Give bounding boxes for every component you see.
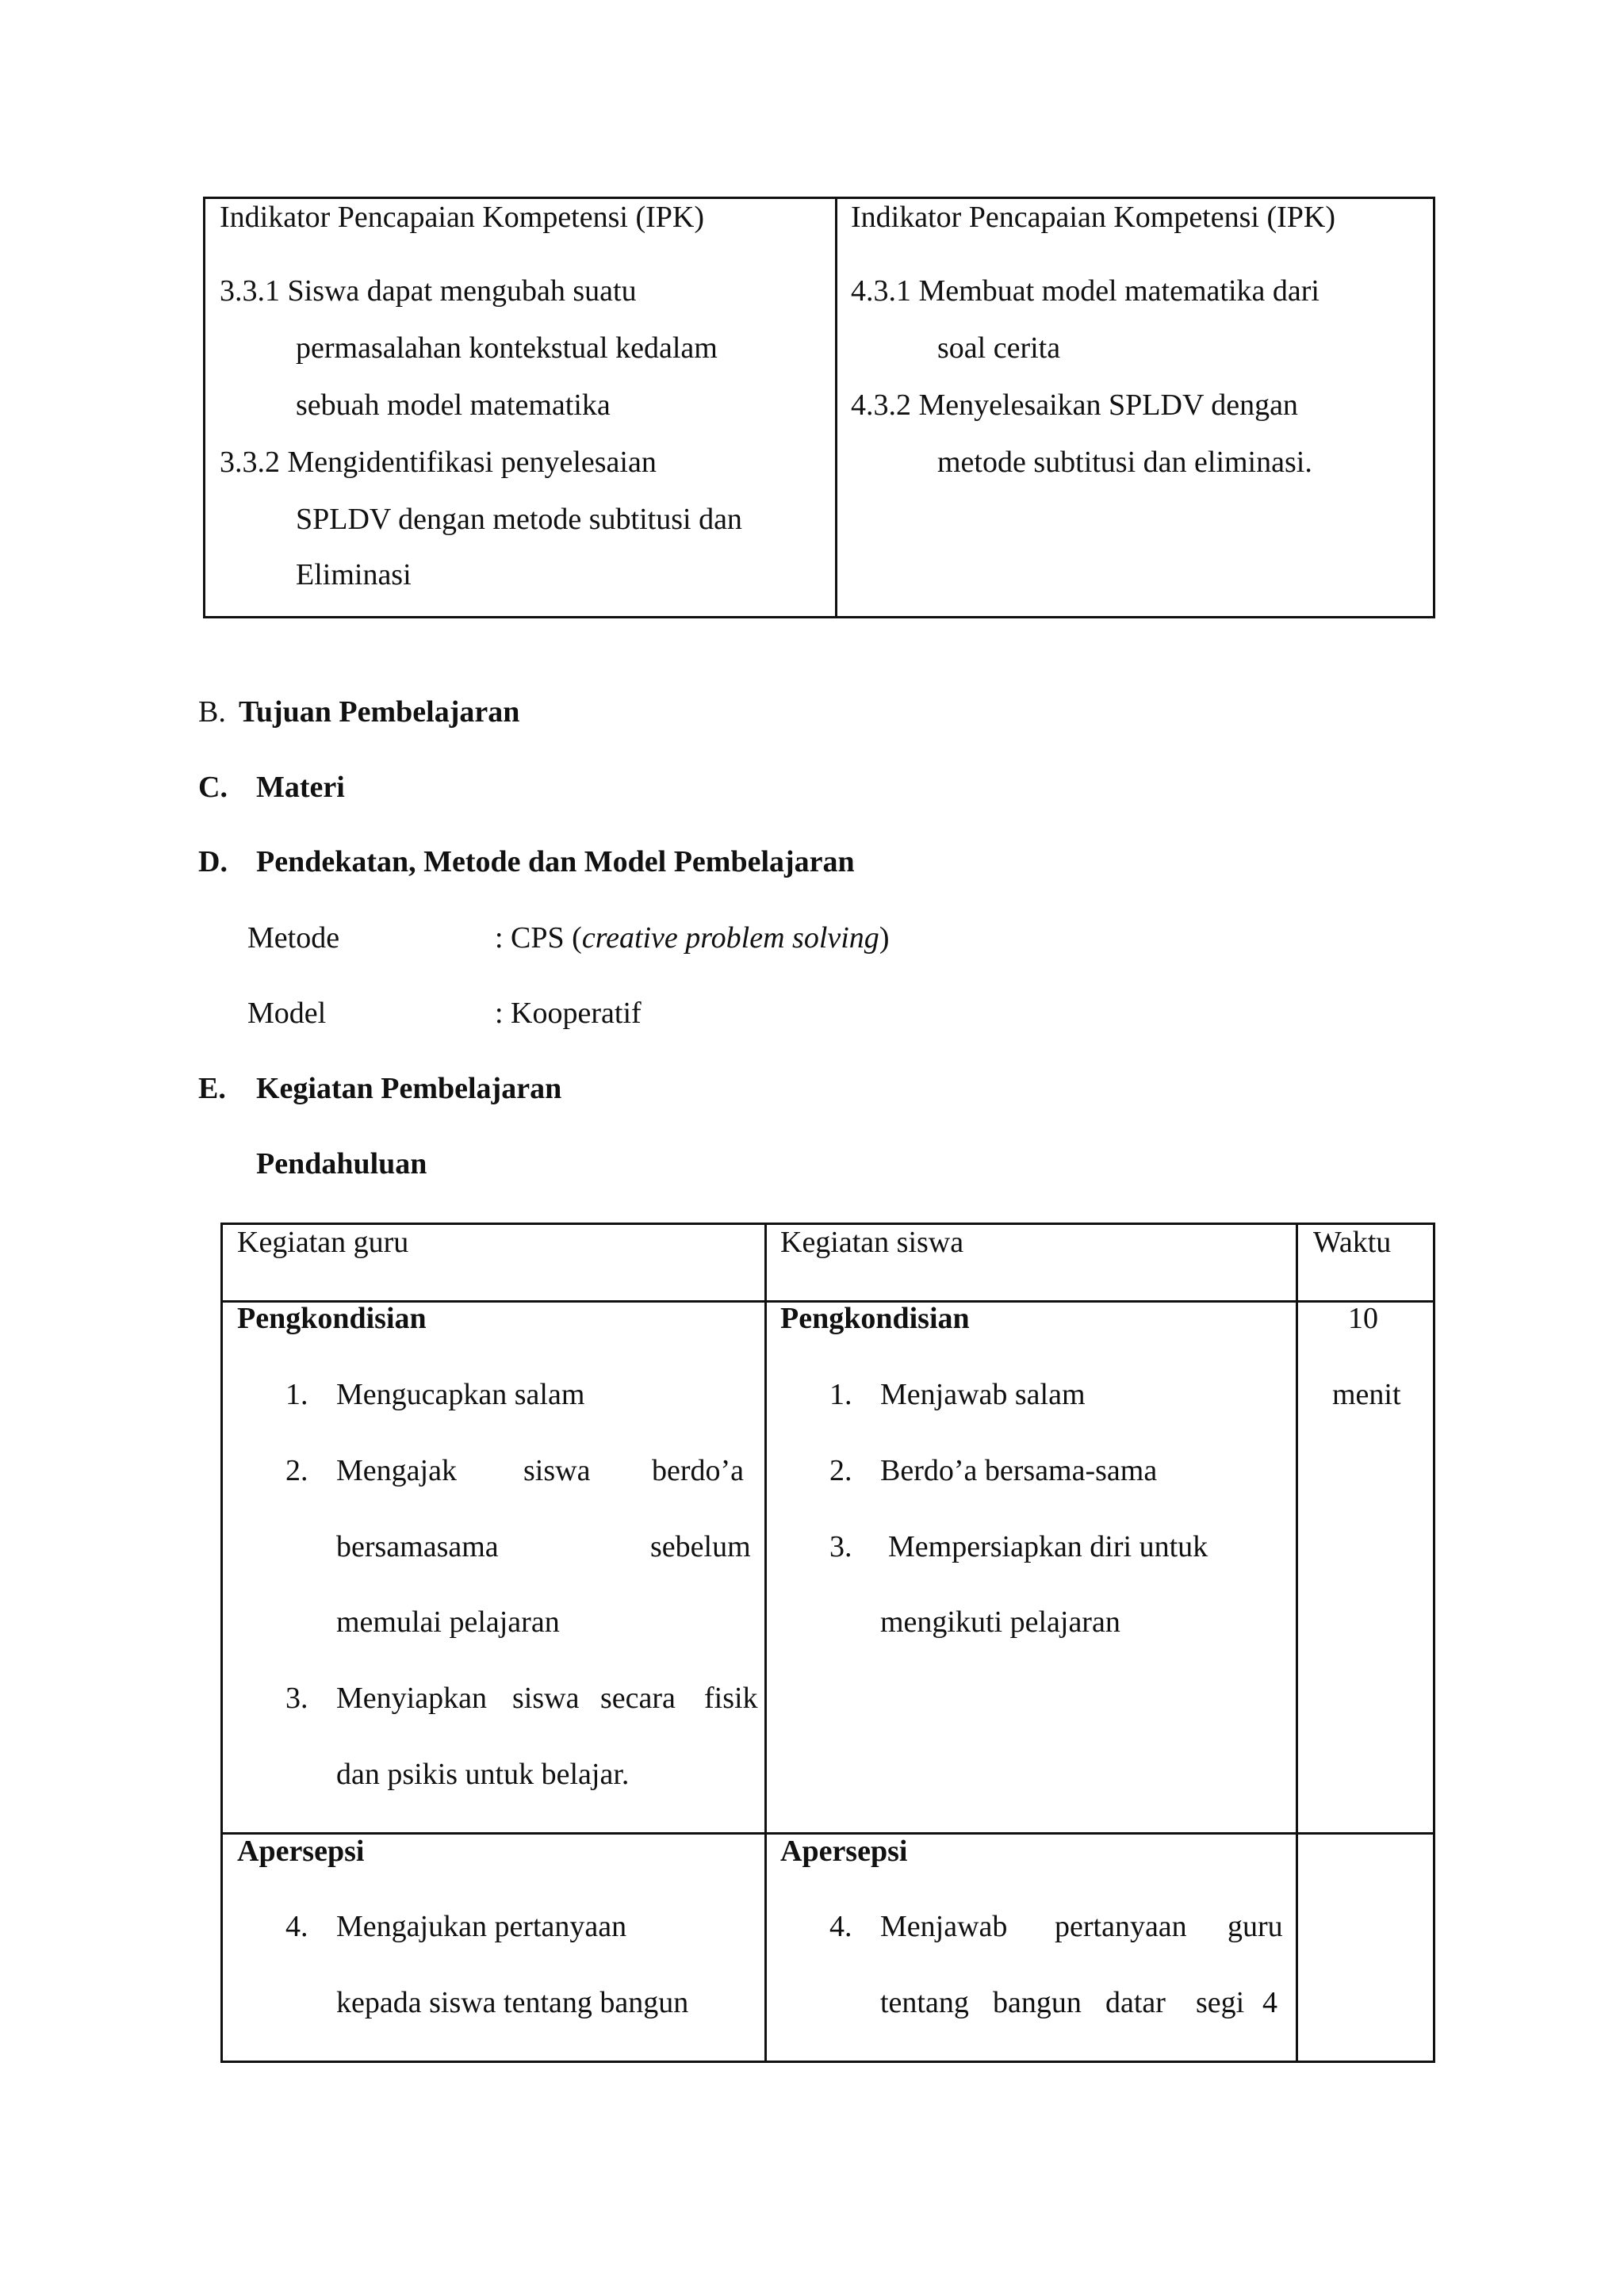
metode-label: Metode — [247, 921, 340, 955]
ipk-right-item1-line1: 4.3.1 Membuat model matematika dari — [851, 274, 1320, 308]
guru-apersepsi-heading: Apersepsi — [237, 1835, 365, 1868]
guru-item2-line3: memulai pelajaran — [336, 1605, 560, 1639]
ipk-left-item2-line3: Eliminasi — [296, 558, 412, 591]
section-b-letter: B. — [198, 695, 226, 729]
model-label: Model — [247, 997, 327, 1030]
siswa-apersepsi-heading: Apersepsi — [780, 1835, 908, 1868]
ipk-right-header: Indikator Pencapaian Kompetensi (IPK) — [851, 201, 1335, 234]
guru-item1-number: 1. — [285, 1378, 308, 1411]
header-waktu: Waktu — [1313, 1226, 1392, 1259]
metode-value-italic: creative problem solving — [581, 921, 879, 955]
siswa-item4-line2-word5: 4 — [1262, 1986, 1277, 2019]
ipk-right-item1-line2: soal cerita — [937, 331, 1061, 365]
siswa-item4-line2-word2: bangun — [993, 1986, 1082, 2019]
guru-item2-line2-word2: sebelum — [650, 1530, 751, 1563]
siswa-item1-text: Menjawab salam — [880, 1378, 1086, 1411]
metode-value-suffix: ) — [879, 921, 890, 955]
activity-col-divider-1 — [764, 1223, 767, 2063]
guru-item3-word3: secara — [600, 1682, 676, 1715]
guru-item3-word2: siswa — [512, 1682, 580, 1715]
ipk-table-divider — [835, 197, 837, 618]
guru-item3-word1: Menyiapkan — [336, 1682, 487, 1715]
siswa-item3-number: 3. — [829, 1530, 852, 1563]
siswa-item3-line2: mengikuti pelajaran — [880, 1605, 1120, 1639]
metode-value — [495, 923, 889, 953]
siswa-item4-line2-word1: tentang — [880, 1986, 969, 2019]
ipk-right-item2-line1: 4.3.2 Menyelesaikan SPLDV dengan — [851, 388, 1298, 422]
siswa-item4-line2-word3: datar — [1105, 1986, 1166, 2019]
guru-item2-word2: siswa — [523, 1454, 591, 1487]
ipk-left-header: Indikator Pencapaian Kompetensi (IPK) — [220, 201, 704, 234]
siswa-item4-word3: guru — [1228, 1910, 1283, 1943]
ipk-right-item2-line2: metode subtitusi dan eliminasi. — [937, 446, 1312, 479]
activity-col-divider-2 — [1296, 1223, 1298, 2063]
model-value: : Kooperatif — [495, 997, 642, 1030]
header-kegiatan-siswa: Kegiatan siswa — [780, 1226, 964, 1259]
guru-item3-word4: fisik — [704, 1682, 758, 1715]
guru-item2-word1: Mengajak — [336, 1454, 457, 1487]
siswa-item2-number: 2. — [829, 1454, 852, 1487]
siswa-item4-number: 4. — [829, 1910, 852, 1943]
siswa-item4-word2: pertanyaan — [1055, 1910, 1187, 1943]
guru-item3-line2: dan psikis untuk belajar. — [336, 1758, 630, 1791]
waktu-value-unit: menit — [1332, 1378, 1401, 1411]
guru-item4-text: Mengajukan pertanyaan — [336, 1910, 627, 1943]
siswa-pengkondisian-heading: Pengkondisian — [780, 1302, 970, 1335]
section-d-letter: D. — [198, 845, 228, 878]
siswa-item2-text: Berdo’a bersama-sama — [880, 1454, 1158, 1487]
siswa-item4-line2-word4: segi — [1196, 1986, 1245, 2019]
guru-item4-line2: kepada siswa tentang bangun — [336, 1986, 689, 2019]
ipk-left-item1-line1: 3.3.1 Siswa dapat mengubah suatu — [220, 274, 637, 308]
metode-value-prefix: : CPS ( — [495, 921, 582, 955]
waktu-value-number: 10 — [1348, 1302, 1378, 1335]
section-c-letter: C. — [198, 771, 228, 804]
header-kegiatan-guru: Kegiatan guru — [237, 1226, 409, 1259]
guru-item2-line2-word1: bersamasama — [336, 1530, 499, 1563]
ipk-left-item1-line3: sebuah model matematika — [296, 388, 611, 422]
guru-item2-word3: berdo’a — [652, 1454, 745, 1487]
guru-pengkondisian-heading: Pengkondisian — [237, 1302, 427, 1335]
section-e-letter: E. — [198, 1072, 226, 1105]
section-d-title: Pendekatan, Metode dan Model Pembelajaran — [256, 845, 855, 878]
siswa-item4-word1: Menjawab — [880, 1910, 1008, 1943]
guru-item1-text: Mengucapkan salam — [336, 1378, 585, 1411]
guru-item3-number: 3. — [285, 1682, 308, 1715]
section-e-title: Kegiatan Pembelajaran — [256, 1072, 562, 1105]
ipk-left-item2-line1: 3.3.2 Mengidentifikasi penyelesaian — [220, 446, 657, 479]
ipk-left-item1-line2: permasalahan kontekstual kedalam — [296, 331, 718, 365]
section-c-title: Materi — [256, 771, 345, 804]
pendahuluan-heading: Pendahuluan — [256, 1147, 427, 1181]
guru-item2-number: 2. — [285, 1454, 308, 1487]
siswa-item1-number: 1. — [829, 1378, 852, 1411]
siswa-item3-text: Mempersiapkan diri untuk — [888, 1530, 1208, 1563]
section-b-title: Tujuan Pembelajaran — [239, 695, 520, 729]
guru-item4-number: 4. — [285, 1910, 308, 1943]
ipk-left-item2-line2: SPLDV dengan metode subtitusi dan — [296, 503, 742, 536]
